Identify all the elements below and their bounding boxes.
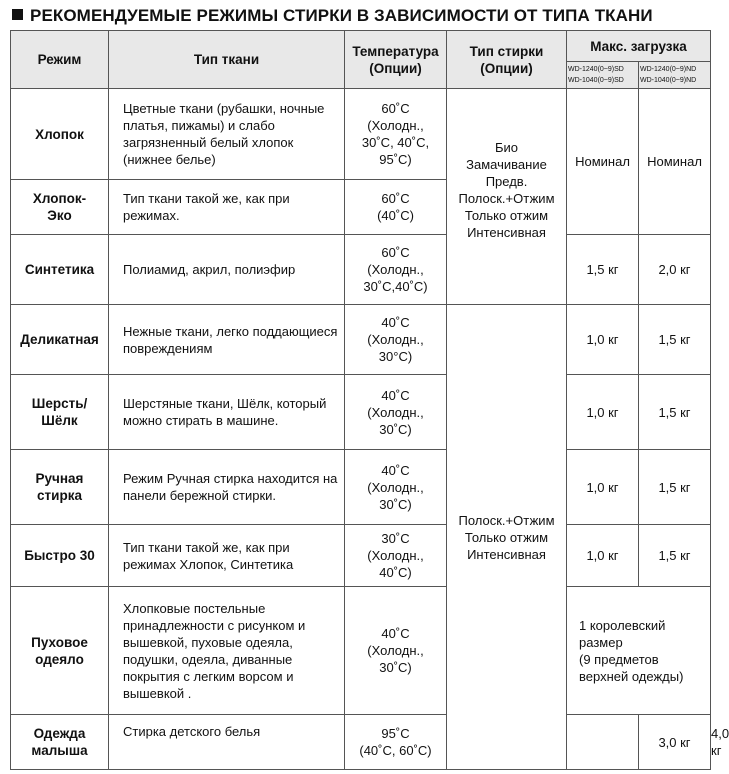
mode-cell: Хлопок- Эко [11, 180, 109, 235]
fabric-cell: Режим Ручная стирка находится на панели бережной стирки. [109, 450, 345, 525]
header-max-load: Макс. загрузка [567, 31, 711, 62]
fabric-cell: Тип ткани такой же, как при режимах Хлопок, Синтетика [109, 525, 345, 587]
fabric-cell: Тип ткани такой же, как при режимах. [109, 180, 345, 235]
temp-cell: 60˚С (Холодн., 30˚С, 40˚С, 95˚С) [345, 89, 447, 180]
load-cell: 3,0 кг [639, 715, 711, 770]
fabric-cell: Полиамид, акрил, полиэфир [109, 235, 345, 305]
table-row [11, 525, 711, 587]
header-model-sd: WD-1240(0~9)SD WD-1040(0~9)SD [567, 62, 639, 89]
load-cell: 1,5 кг [639, 305, 711, 375]
temp-cell: 60˚С (Холодн., 30˚С,40˚С) [345, 235, 447, 305]
fabric-cell: Хлопковые постельные принадлежности с рисунком и вышевкой, пуховые одеяла, подушки, одеяла, диванные покрытия с легким ворсом и вышевкой . [109, 587, 345, 715]
load-cell: 1,5 кг [639, 450, 711, 525]
mode-cell: Одежда малыша [11, 715, 109, 770]
load-cell: Номинал [639, 89, 711, 235]
load-cell: 1 королевский размер (9 предметов верхней одежды) [567, 587, 711, 715]
load-cell: 1,5 кг [639, 375, 711, 450]
table-row [11, 450, 711, 525]
page-title-text: РЕКОМЕНДУЕМЫЕ РЕЖИМЫ СТИРКИ В ЗАВИСИМОСТИ ОТ ТИПА ТКАНИ [30, 6, 653, 25]
load-cell: 2,0 кг [639, 235, 711, 305]
page-title [12, 6, 653, 26]
table-row [11, 235, 711, 305]
wash-type-group-2: Полоск.+Отжим Только отжим Интенсивная [447, 305, 567, 770]
table-row [11, 375, 711, 450]
temp-cell: 40˚С (Холодн., 30˚С) [345, 375, 447, 450]
temp-cell: 40˚С (Холодн., 30°С) [345, 305, 447, 375]
mode-cell: Пуховое одеяло [11, 587, 109, 715]
table-row [11, 587, 711, 715]
load-cell: 1,0 кг [567, 450, 639, 525]
header-mode: Режим [11, 31, 109, 89]
header-model-nd: WD-1240(0~9)ND WD-1040(0~9)ND [639, 62, 711, 89]
fabric-cell: Шерстяные ткани, Шёлк, который можно стирать в машине. [109, 375, 345, 450]
temp-cell: 40˚С (Холодн., 30˚С) [345, 450, 447, 525]
load-cell: 1,5 кг [639, 525, 711, 587]
bullet-square-icon [12, 9, 23, 20]
wash-type-empty [567, 715, 639, 770]
load-cell: 1,0 кг [567, 305, 639, 375]
mode-cell: Быстро 30 [11, 525, 109, 587]
wash-type-group-1: Био Замачивание Предв. Полоск.+Отжим Только отжим Интенсивная [447, 89, 567, 305]
mode-cell: Хлопок [11, 89, 109, 180]
table-row [11, 305, 711, 375]
temp-cell: 60˚С (40˚С) [345, 180, 447, 235]
load-cell: Номинал [567, 89, 639, 235]
mode-cell: Синтетика [11, 235, 109, 305]
mode-cell: Деликатная [11, 305, 109, 375]
fabric-cell: Цветные ткани (рубашки, ночные платья, пижамы) и слабо загрязненный белый хлопок (нижнее белье) [109, 89, 345, 180]
mode-cell: Ручная стирка [11, 450, 109, 525]
header-wash-type: Тип стирки (Опции) [447, 31, 567, 89]
header-fabric: Тип ткани [109, 31, 345, 89]
table-row [11, 89, 711, 180]
fabric-cell: Стирка детского белья [109, 715, 345, 770]
table-row: Одежда малыша Стирка детского белья 95˚С (40˚С, 60˚С) 3,0 кг 4,0 кг [11, 715, 711, 770]
temp-cell: 30˚С (Холодн., 40˚С) [345, 525, 447, 587]
load-cell: 1,0 кг [567, 375, 639, 450]
wash-modes-table [10, 30, 729, 770]
fabric-cell: Нежные ткани, легко поддающиеся повреждениям [109, 305, 345, 375]
temp-cell: 95˚С (40˚С, 60˚С) [345, 715, 447, 770]
header-temperature: Температура (Опции) [345, 31, 447, 89]
mode-cell: Шерсть/ Шёлк [11, 375, 109, 450]
temp-cell: 40˚С (Холодн., 30˚С) [345, 587, 447, 715]
load-cell: 1,0 кг [567, 525, 639, 587]
load-cell: 1,5 кг [567, 235, 639, 305]
